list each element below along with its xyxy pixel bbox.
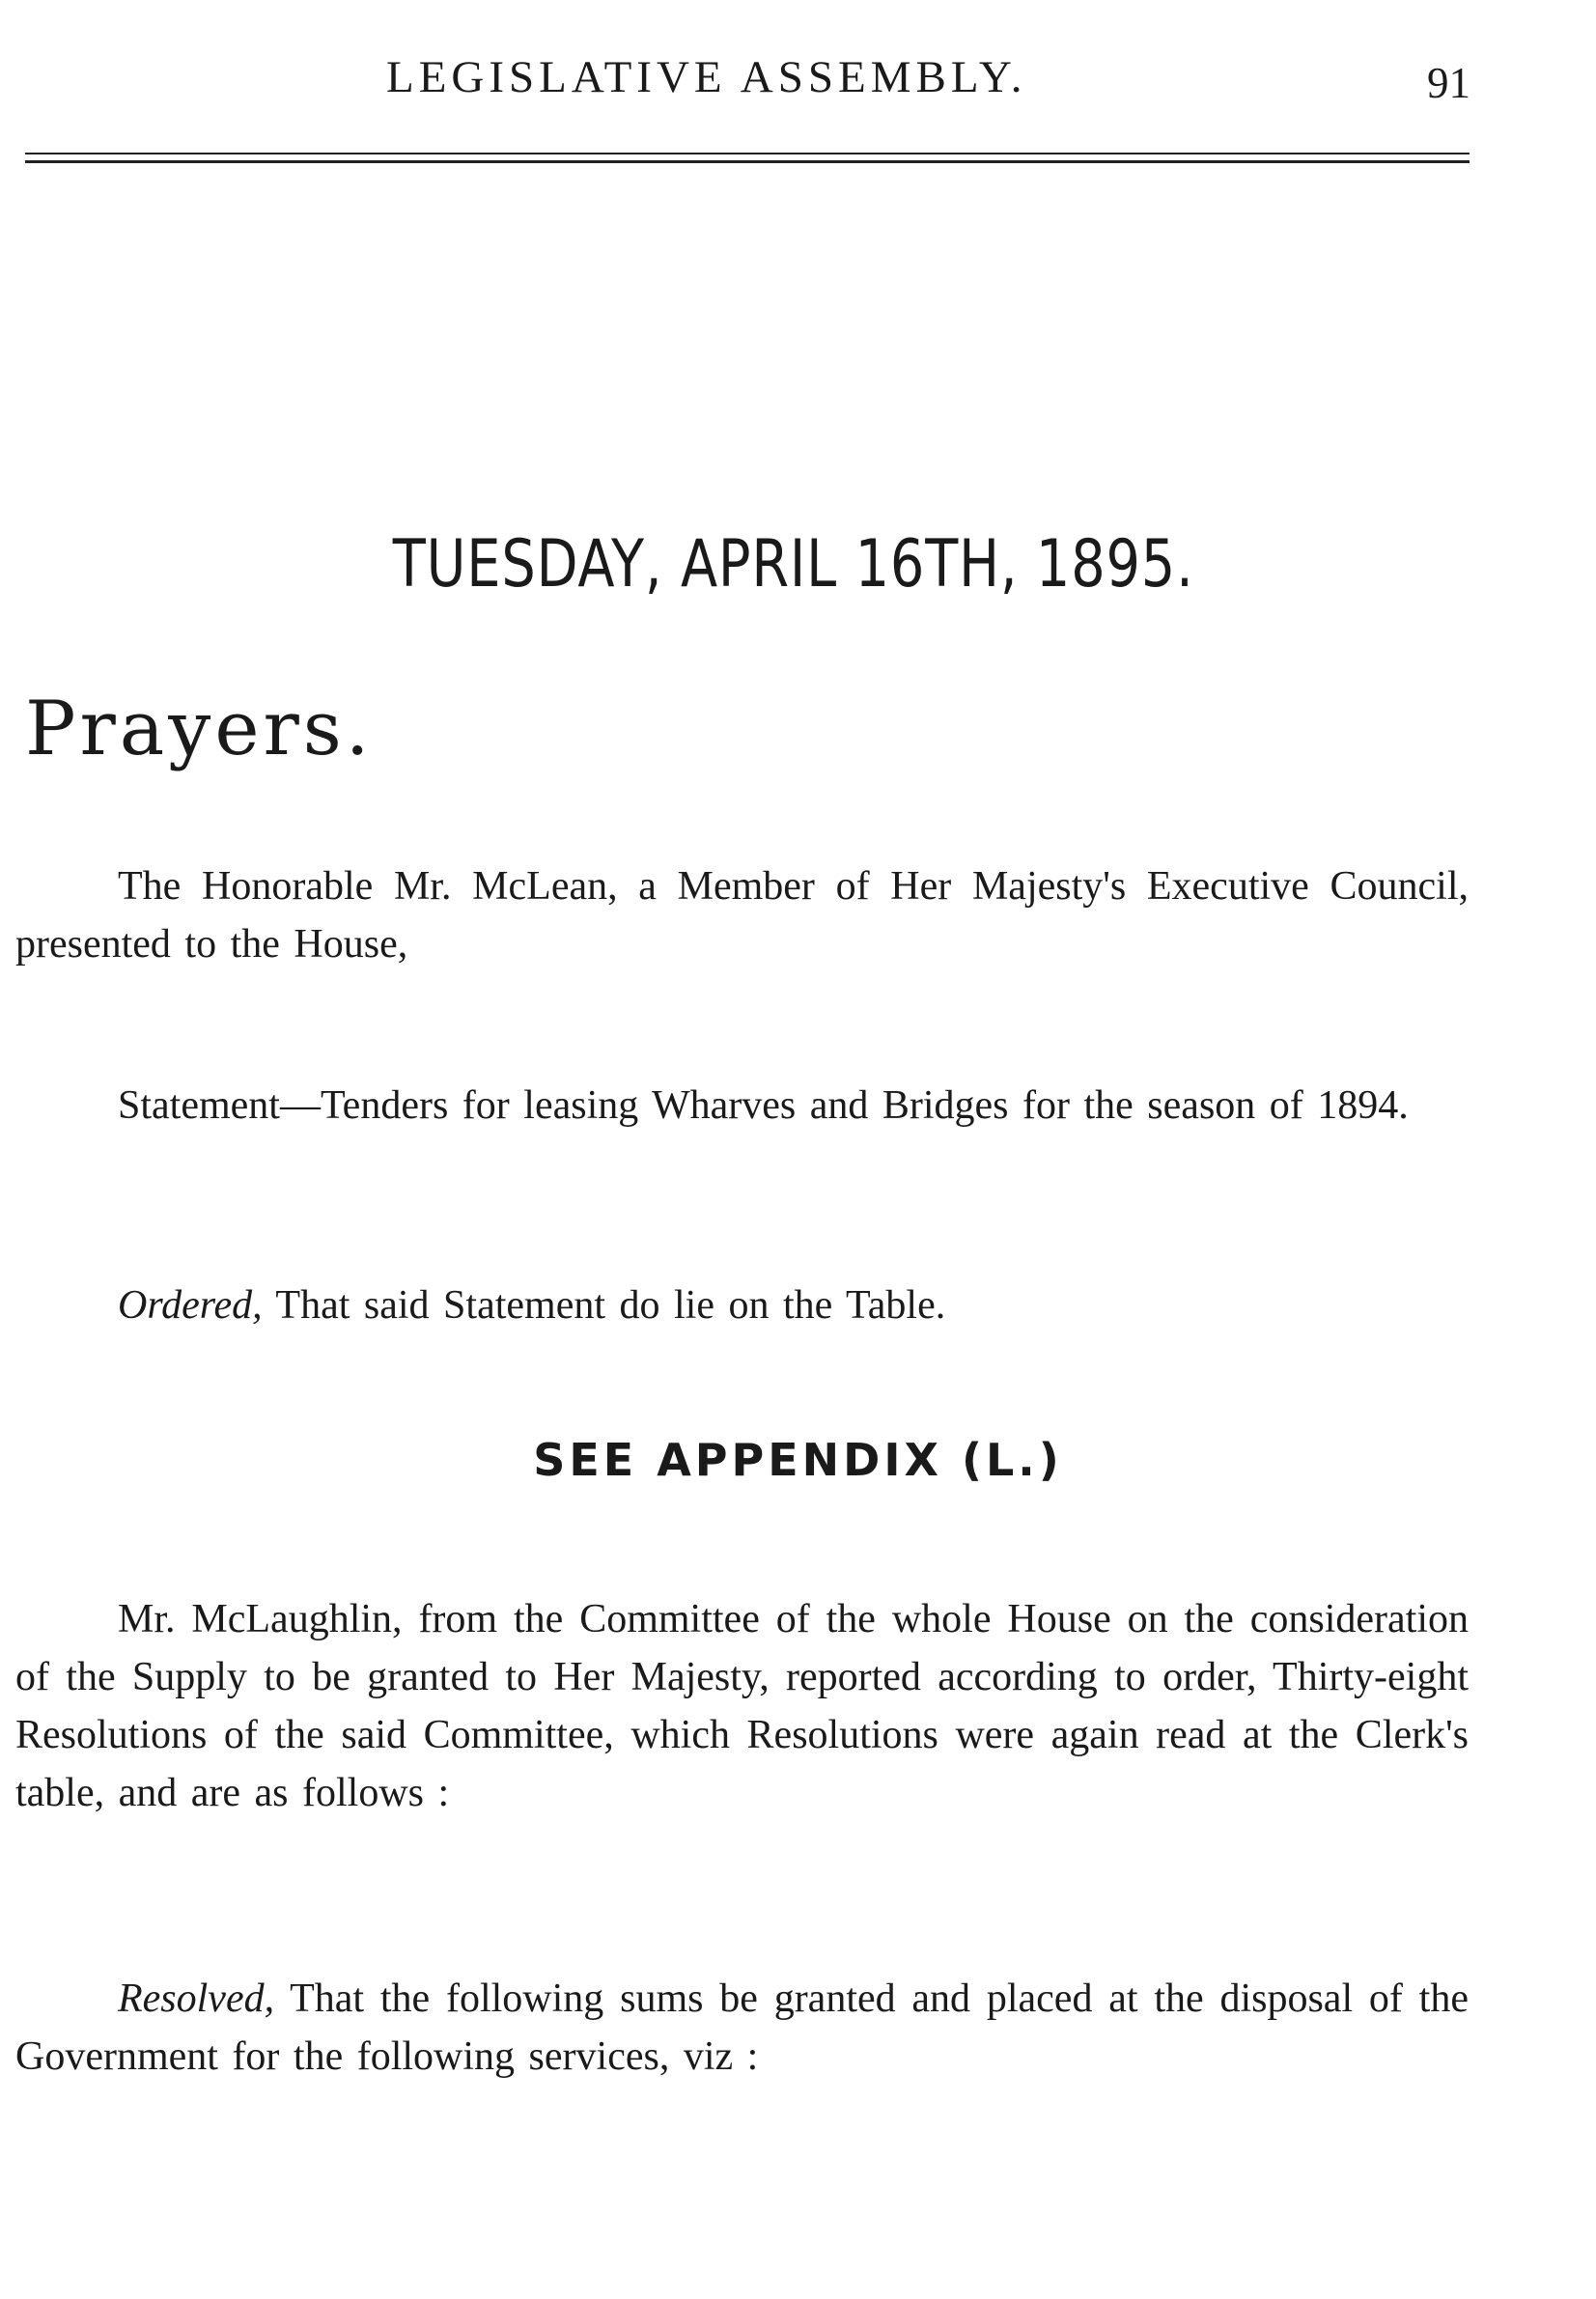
paragraph-presentation: The Honorable Mr. McLean, a Member of Her Majesty's Executive Council, presented to the House, [15, 864, 1469, 967]
running-head [0, 48, 1596, 106]
paragraph-resolved [15, 1970, 1469, 2086]
paragraph-committee-report: Mr. McLaughlin, from the Committee of the whole House on the consideration of the Supply to be granted to Her Majesty, reported according to order, Thirty-eight Resolutions of the said Committee, which Resolutions were again read at the Clerk's table, and are as follows : [15, 1597, 1469, 1815]
appendix-reference: SEE APPENDIX (L.) [533, 1434, 1063, 1486]
resolved-text: That the following sums be granted and placed at the disposal of the Government for the following services, viz : [15, 1977, 1469, 2079]
resolved-label: Resolved, [118, 1977, 275, 2021]
paragraph-statement: Statement—Tenders for leasing Wharves and Bridges for the season of 1894. [118, 1083, 1409, 1128]
running-title: LEGISLATIVE ASSEMBLY. [386, 52, 1027, 102]
date-heading: TUESDAY, APRIL 16TH, 1895. [392, 526, 1194, 603]
ordered-label: Ordered, [118, 1283, 263, 1328]
page-number: 91 [1427, 59, 1470, 107]
section-heading-prayers: Prayers. [25, 686, 374, 772]
ordered-text: That said Statement do lie on the Table. [262, 1283, 946, 1328]
paragraph-ordered [15, 1276, 1469, 1334]
header-rule-top [25, 153, 1470, 154]
header-rule-bottom [25, 160, 1470, 163]
